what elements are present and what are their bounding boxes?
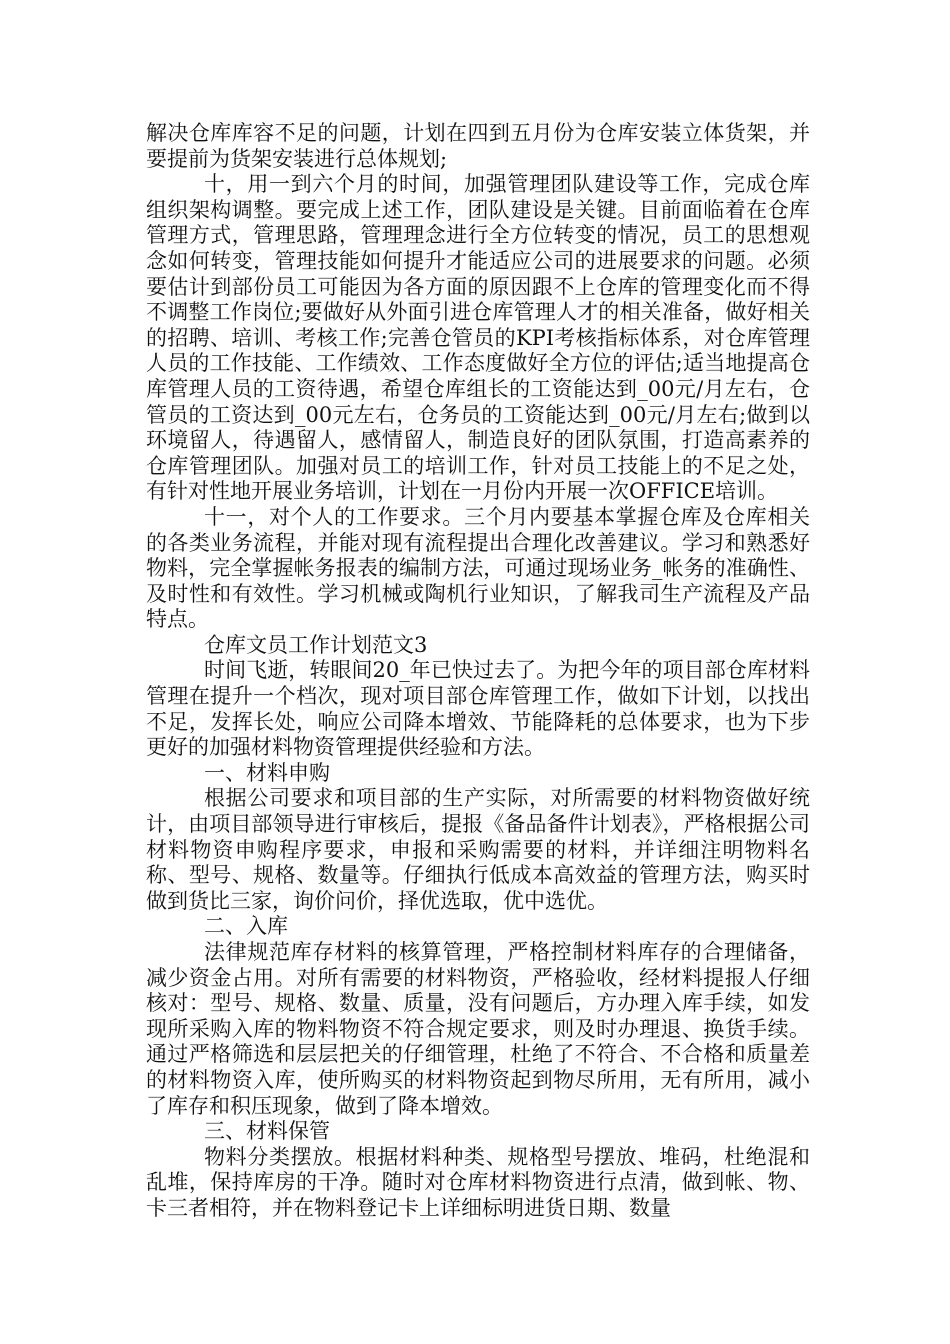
paragraph-item-ten: 十，用一到六个月的时间，加强管理团队建设等工作，完成仓库组织架构调整。要完成上述工作，团队建设是关键。目前面临着在仓库管理方式，管理思路，管理理念进行全方位转变的情况，员工的思想观念如何转变，管理技能如何提升才能适应公司的进展要求的问题。必须要估计到部份员工可能因为各方面的原因跟不上仓库的管理变化而不得不调整工作岗位;要做好从外面引进仓库管理人才的相关准备，做好相关的招聘、培训、考核工作;完善仓管员的KPI考核指标体系，对仓库管理人员的工作技能、工作绩效、工作态度做好全方位的评估;适当地提高仓库管理人员的工资待遇，希望仓库组长的工资能达到_00元/月左右，仓管员的工资达到_00元左右，仓务员的工资能达到_00元/月左右;做到以环境留人，待遇留人，感情留人，制造良好的团队氛围，打造高素养的仓库管理团队。加强对员工的培训工作，针对员工技能上的不足之处，有针对性地开展业务培训，计划在一月份内开展一次OFFICE培训。 (146, 172, 810, 504)
heading-warehousing: 二、入库 (204, 914, 288, 939)
paragraph-warehousing: 法律规范库存材料的核算管理，严格控制材料库存的合理储备，减少资金占用。对所有需要的材料物资，严格验收，经材料提报人仔细核对：型号、规格、数量、质量，没有问题后，方办理入库手续，如发现所采购入库的物料物资不符合规定要求，则及时办理退、换货手续。通过严格筛选和层层把关的仔细管理，杜绝了不符合、不合格和质量差的材料物资入库，使所购买的材料物资起到物尽所用，无有所用，减小了库存和积压现象，做到了降本增效。 (146, 940, 810, 1118)
heading-material-purchase: 一、材料申购 (204, 760, 330, 785)
section-title: 仓库文员工作计划范文3 (204, 632, 428, 657)
paragraph-material-purchase: 根据公司要求和项目部的生产实际，对所需要的材料物资做好统计，由项目部领导进行审核后，提报《备品备件计划表》，严格根据公司材料物资申购程序要求，申报和采购需要的材料，并详细注明物料名称、型号、规格、数量等。仔细执行低成本高效益的管理方法，购买时做到货比三家，询价问价，择优选取，优中选优。 (146, 786, 810, 913)
document-body (146, 121, 810, 1222)
paragraph-continued: 解决仓库库容不足的问题，计划在四到五月份为仓库安装立体货架，并要提前为货架安装进行总体规划; (146, 121, 810, 171)
paragraph-item-eleven: 十一，对个人的工作要求。三个月内要基本掌握仓库及仓库相关的各类业务流程，并能对现有流程提出合理化改善建议。学习和熟悉好物料，完全掌握帐务报表的编制方法，可通过现场业务_帐务的准确性、及时性和有效性。学习机械或陶机行业知识，了解我司生产流程及产品特点。 (146, 504, 810, 632)
heading-material-storage: 三、材料保管 (204, 1119, 330, 1144)
paragraph-intro: 时间飞逝，转眼间20_年已快过去了。为把今年的项目部仓库材料管理在提升一个档次，现对项目部仓库管理工作，做如下计划，以找出不足，发挥长处，响应公司降本增效、节能降耗的总体要求，也为下步更好的加强材料物资管理提供经验和方法。 (146, 658, 810, 760)
paragraph-material-storage: 物料分类摆放。根据材料种类、规格型号摆放、堆码，杜绝混和乱堆，保持库房的干净。随时对仓库材料物资进行点清，做到帐、物、卡三者相符，并在物料登记卡上详细标明进货日期、数量 (146, 1144, 810, 1220)
